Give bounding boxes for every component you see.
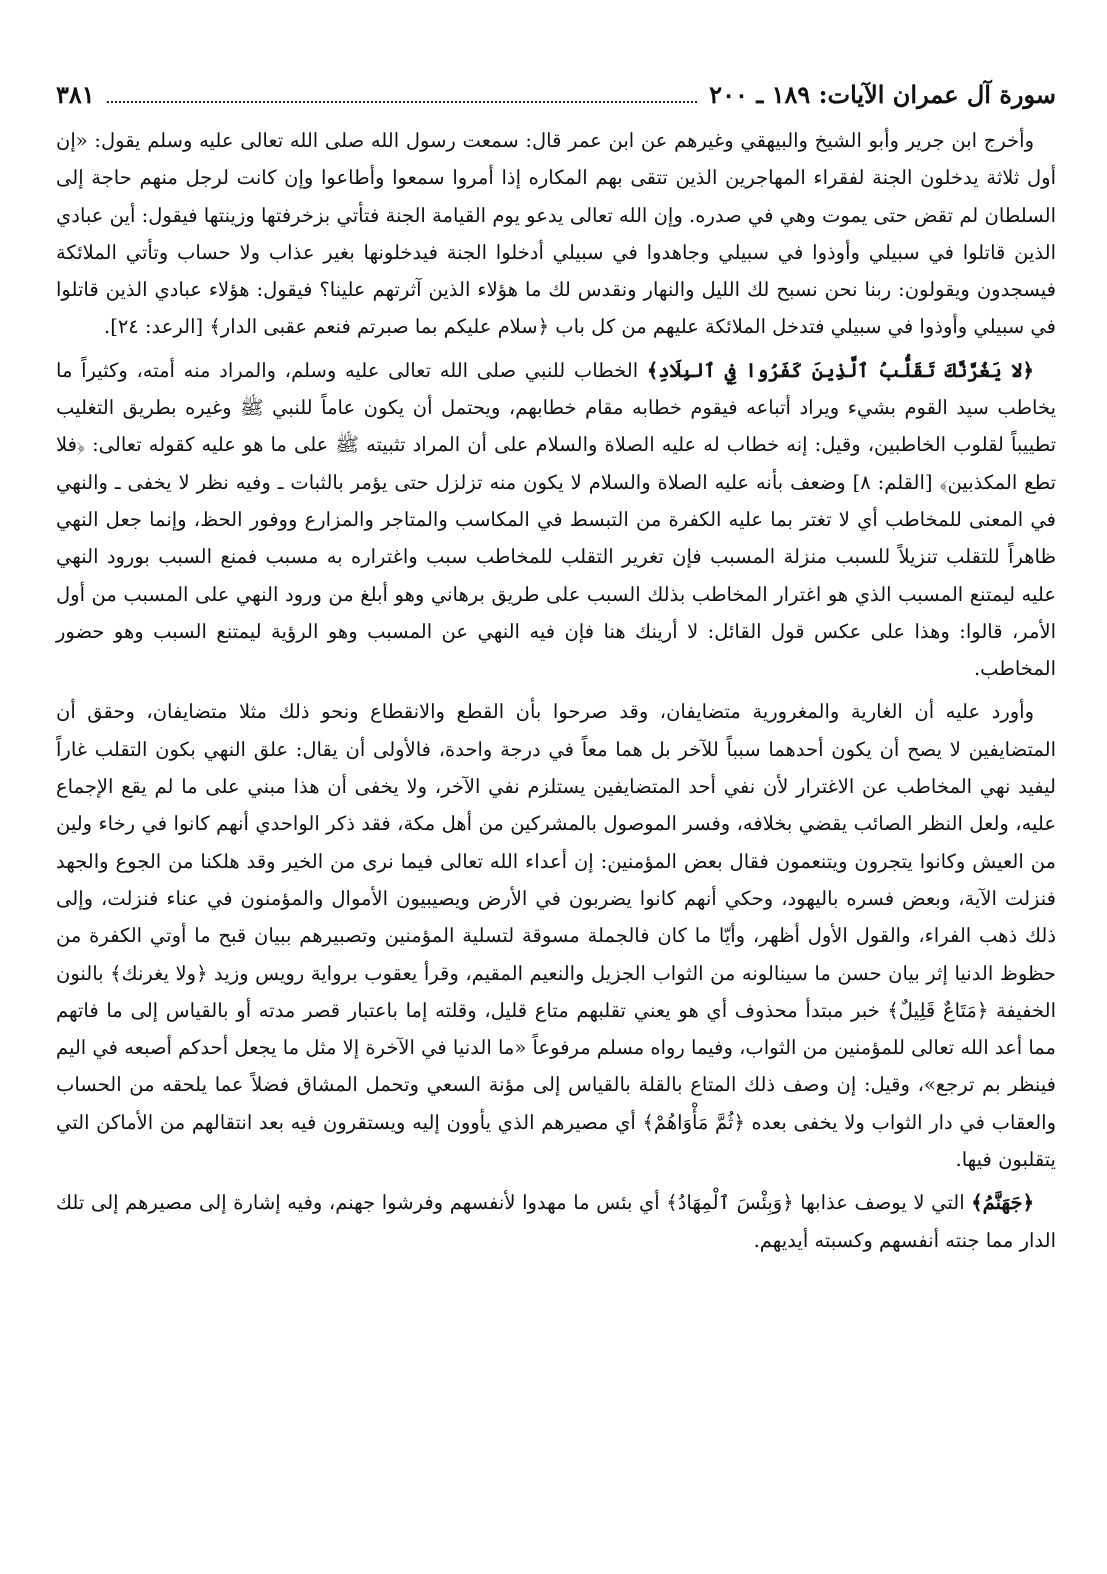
running-header (56, 78, 1056, 112)
paragraph-jahannam (56, 1184, 1056, 1259)
paragraph-text: وأخرج ابن جرير وأبو الشيخ والبيهقي وغيرهم عن ابن عمر قال: سمعت رسول الله صلى الله تعالى عليه وسلم يقول: «إن أول ثلاثة يدخلون الجنة لفقراء المهاجرين الذين تتقى بهم المكاره إذا أمروا سمعوا وأطاعوا وإن كانت لرجل منهم حاجة إلى السلطان لم تقض حتى يموت وهي في صدره. وإن الله تعالى يدعو يوم القيامة الجنة فتأتي بزخرفتها وزينتها فيقول: أين عبادي الذين قاتلوا في سبيلي وأوذوا في سبيلي وجاهدوا في سبيلي أدخلوا الجنة فيدخلونها بغير عذاب ولا حساب وتأتي الملائكة فيسجدون ويقولون: ربنا نحن نسبح لك الليل والنهار ونقدس لك ما هؤلاء الذين آثرتهم علينا؟ فيقول: هؤلاء عبادي الذين قاتلوا في سبيلي وأوذوا في سبيلي فتدخل الملائكة عليهم من كل باب ﴿سلام عليكم بما صبرتم فنعم عقبى الدار﴾ [الرعد: ٢٤]. (56, 129, 1056, 339)
quran-verse: ﴿لا يَغُرَّنَّكَ تَقَلُّبُ ٱلَّذِينَ كَفَرُوا فِي ٱلبِلَادِ﴾ (646, 358, 1034, 382)
paragraph-text: التي لا يوصف عذابها ﴿وَبِئْسَ ٱلْمِهَادُ﴾ أي بئس ما مهدوا لأنفسهم وفرشوا جهنم، وفيه إشارة إلى مصيرهم إلى تلك الدار مما جنته أنفسهم وكسبته أيديهم. (56, 1191, 1056, 1252)
page-number: ٣٨١ (56, 80, 95, 109)
header-dot-leader (107, 87, 698, 103)
paragraph-hadith (56, 122, 1056, 346)
paragraph-discussion (56, 693, 1056, 1178)
page (56, 78, 1056, 1265)
paragraph-verse-commentary (56, 352, 1056, 688)
surah-title: سورة آل عمران الآيات: ١٨٩ ـ ٢٠٠ (709, 80, 1056, 109)
paragraph-text: وأورد عليه أن الغارية والمغرورية متضايفان، وقد صرحوا بأن القطع والانقطاع ونحو ذلك مثلا متضايفان، وحقق أن المتضايفين لا يصح أن يكون أحدهما سبباً للآخر بل هما معاً في درجة واحدة، فالأولى أن يقال: علق النهي بكون التقلب غاراً ليفيد نهي المخاطب عن الاغترار لأن نفي أحد المتضايفين يستلزم نفي الآخر، ولا يخفى أن هذا مبني على ما لم يقع الإجماع عليه، ولعل النظر الصائب يقضي بخلافه، وفسر الموصول بالمشركين من أهل مكة، فقد ذكر الواحدي أنهم كانوا في رخاء ولين من العيش وكانوا يتجرون ويتنعمون فقال بعض المؤمنين: إن أعداء الله تعالى فيما نرى من الخير وقد هلكنا من الجوع والجهد فنزلت الآية، وبعض فسره باليهود، وحكي أنهم كانوا يضربون في الأرض ويصيبيون الأموال والمؤمنون في عناء فنزلت، وإلى ذلك ذهب الفراء، والقول الأول أظهر، وأيّا ما كان فالجملة مسوقة لتسلية المؤمنين وتصبيرهم ببيان قبح ما أوتي الكفرة من حظوظ الدنيا إثر بيان حسن ما سينالونه من الثواب الجزيل والنعيم المقيم، وقرأ يعقوب برواية رويس وزيد ﴿ولا يغرنك﴾ بالنون الخفيفة ﴿مَتَاعٌ قَلِيلٌ﴾ خبر مبتدأ محذوف أي هو يعني تقلبهم متاع قليل، وقلته إما باعتبار قصر مدته أو بالقياس إلى ما فاتهم مما أعد الله تعالى للمؤمنين من الثواب، وفيما رواه مسلم مرفوعاً «ما الدنيا في الآخرة إلا مثل ما يجعل أحدكم أصبعه في اليم فينظر بم ترجع»، وقيل: إن وصف ذلك المتاع بالقلة بالقياس إلى مؤنة السعي وتحمل المشاق فضلاً عما يلحقه من الحساب والعقاب في دار الثواب ولا يخفى بعده ﴿ثُمَّ مَأْوَاهُمْ﴾ أي مصيرهم الذي يأوون إليه ويستقرون فيه بعد انتقالهم من الأماكن التي يتقلبون فيها. (56, 700, 1056, 1172)
paragraph-text: الخطاب للنبي صلى الله تعالى عليه وسلم، والمراد منه أمته، وكثيراً ما يخاطب سيد القوم بشيء ويراد أتباعه فيقوم خطابه مقام خطابهم، ويحتمل أن يكون عاماً للنبي ﷺ وغيره بطريق التغليب تطييباً لقلوب الخاطبين، وقيل: إنه خطاب له عليه الصلاة والسلام على أن المراد تثبيته ﷺ على ما هو عليه كقوله تعالى: ﴿فلا تطع المكذبين﴾ [القلم: ٨] وضعف بأنه عليه الصلاة والسلام لا يكون منه تزلزل حتى يؤمر بالثبات ـ وفيه نظر لا يخفى ـ والنهي في المعنى للمخاطب أي لا تغتر بما عليه الكفرة من التبسط في المكاسب والمتاجر والمزارع ووفور الحظ، وإنما جعل النهي ظاهراً للتقلب تنزيلاً للسبب منزلة المسبب فإن تغرير التقلب للمخاطب سبب واغتراره به مسبب فمنع السبب بورود النهي عليه ليمتنع المسبب الذي هو اغترار المخاطب بذلك السبب على طريق برهاني وهو أبلغ من ورود النهي على المسبب من أول الأمر، قالوا: وهذا على عكس قول القائل: لا أرينك هنا فإن فيه النهي عن المسبب وهو الرؤية ليمتنع السبب وهو حضور المخاطب. (56, 358, 1056, 681)
quran-verse: ﴿جَهَنَّمُ﴾ (971, 1191, 1034, 1215)
